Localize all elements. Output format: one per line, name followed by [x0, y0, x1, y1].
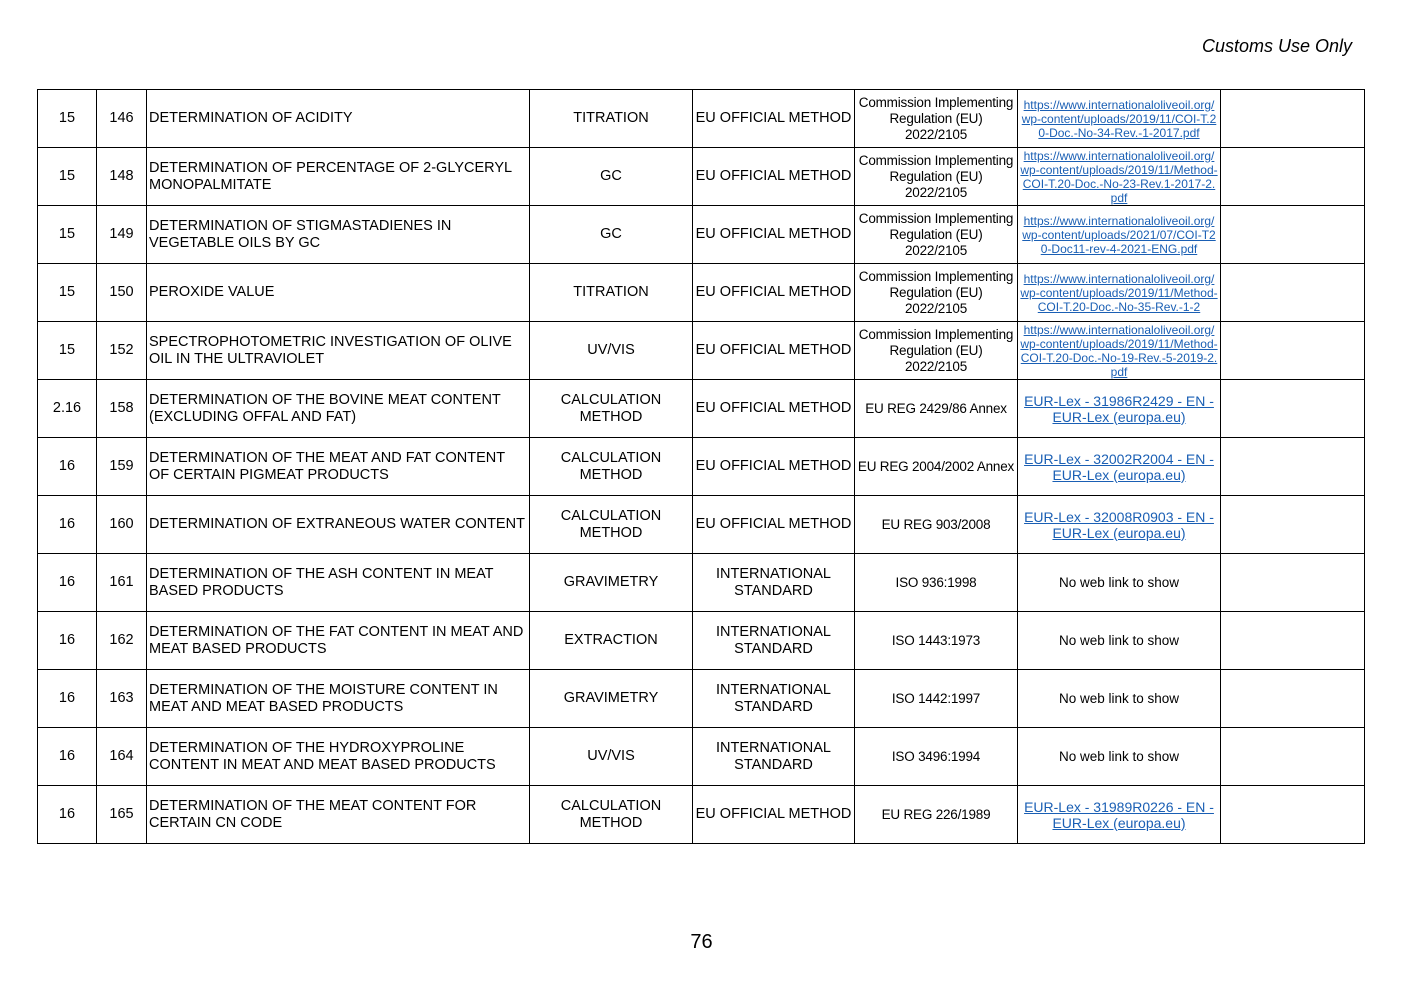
description-cell: DETERMINATION OF ACIDITY	[147, 90, 530, 148]
web-link-cell	[1018, 322, 1221, 380]
reference-cell: ISO 3496:1994	[855, 728, 1018, 786]
method-number-cell: 158	[97, 380, 147, 438]
method-number-cell: 162	[97, 612, 147, 670]
web-link-cell	[1018, 612, 1221, 670]
reference-cell: ISO 1443:1973	[855, 612, 1018, 670]
empty-cell	[1221, 728, 1365, 786]
web-link[interactable]: https://www.internationaloliveoil.org/wp-content/uploads/2019/11/Method-COI-T.20-Doc.-No-19-Rev.-5-2019-2.pdf	[1020, 322, 1218, 379]
empty-cell	[1221, 90, 1365, 148]
description-cell: DETERMINATION OF THE BOVINE MEAT CONTENT (EXCLUDING OFFAL AND FAT)	[147, 380, 530, 438]
analysis-methods-table	[37, 89, 1365, 844]
reference-cell: ISO 1442:1997	[855, 670, 1018, 728]
method-number-cell: 146	[97, 90, 147, 148]
table-body	[38, 90, 1365, 844]
web-link-cell	[1018, 670, 1221, 728]
web-link[interactable]: https://www.internationaloliveoil.org/wp-content/uploads/2019/11/Method-COI-T.20-Doc.-No-35-Rev.-1-2	[1020, 271, 1218, 314]
method-type-cell: INTERNATIONAL STANDARD	[693, 728, 855, 786]
chapter-cell: 15	[38, 148, 97, 206]
description-cell: DETERMINATION OF THE HYDROXYPROLINE CONTENT IN MEAT AND MEAT BASED PRODUCTS	[147, 728, 530, 786]
web-link-cell	[1018, 90, 1221, 148]
web-link-cell	[1018, 148, 1221, 206]
reference-cell: Commission Implementing Regulation (EU) 2022/2105	[855, 264, 1018, 322]
technique-cell: GC	[530, 206, 693, 264]
table-row	[38, 148, 1365, 206]
web-link-cell	[1018, 786, 1221, 844]
empty-cell	[1221, 322, 1365, 380]
table-row	[38, 264, 1365, 322]
chapter-cell: 15	[38, 322, 97, 380]
method-type-cell: EU OFFICIAL METHOD	[693, 380, 855, 438]
reference-cell: EU REG 2429/86 Annex	[855, 380, 1018, 438]
method-number-cell: 160	[97, 496, 147, 554]
page-number: 76	[690, 931, 713, 953]
web-link-cell	[1018, 380, 1221, 438]
no-web-link-text: No web link to show	[1058, 690, 1180, 706]
chapter-cell: 16	[38, 786, 97, 844]
method-type-cell: INTERNATIONAL STANDARD	[693, 554, 855, 612]
chapter-cell: 16	[38, 670, 97, 728]
web-link[interactable]: EUR-Lex - 32002R2004 - EN - EUR-Lex (europa.eu)	[1024, 450, 1214, 483]
technique-cell: UV/VIS	[530, 728, 693, 786]
description-cell: DETERMINATION OF EXTRANEOUS WATER CONTENT	[147, 496, 530, 554]
web-link-cell	[1018, 264, 1221, 322]
technique-cell: TITRATION	[530, 264, 693, 322]
reference-cell: EU REG 226/1989	[855, 786, 1018, 844]
technique-cell: GC	[530, 148, 693, 206]
description-cell: DETERMINATION OF STIGMASTADIENES IN VEGETABLE OILS BY GC	[147, 206, 530, 264]
description-cell: DETERMINATION OF THE ASH CONTENT IN MEAT BASED PRODUCTS	[147, 554, 530, 612]
technique-cell: TITRATION	[530, 90, 693, 148]
empty-cell	[1221, 380, 1365, 438]
reference-cell: EU REG 2004/2002 Annex	[855, 438, 1018, 496]
technique-cell: CALCULATION METHOD	[530, 380, 693, 438]
method-number-cell: 148	[97, 148, 147, 206]
description-cell: DETERMINATION OF THE MEAT CONTENT FOR CERTAIN CN CODE	[147, 786, 530, 844]
method-type-cell: INTERNATIONAL STANDARD	[693, 670, 855, 728]
web-link-cell	[1018, 728, 1221, 786]
description-cell: DETERMINATION OF THE MEAT AND FAT CONTENT OF CERTAIN PIGMEAT PRODUCTS	[147, 438, 530, 496]
technique-cell: GRAVIMETRY	[530, 670, 693, 728]
web-link[interactable]: EUR-Lex - 31986R2429 - EN - EUR-Lex (europa.eu)	[1024, 392, 1214, 425]
method-number-cell: 165	[97, 786, 147, 844]
empty-cell	[1221, 612, 1365, 670]
description-cell: SPECTROPHOTOMETRIC INVESTIGATION OF OLIVE OIL IN THE ULTRAVIOLET	[147, 322, 530, 380]
table-row	[38, 554, 1365, 612]
method-number-cell: 164	[97, 728, 147, 786]
method-type-cell: EU OFFICIAL METHOD	[693, 148, 855, 206]
empty-cell	[1221, 786, 1365, 844]
reference-cell: Commission Implementing Regulation (EU) 2022/2105	[855, 206, 1018, 264]
customs-use-label: Customs Use Only	[1201, 36, 1352, 56]
empty-cell	[1221, 554, 1365, 612]
empty-cell	[1221, 264, 1365, 322]
web-link-cell	[1018, 554, 1221, 612]
no-web-link-text: No web link to show	[1058, 574, 1180, 590]
method-number-cell: 159	[97, 438, 147, 496]
description-cell: PEROXIDE VALUE	[147, 264, 530, 322]
chapter-cell: 15	[38, 206, 97, 264]
reference-cell: Commission Implementing Regulation (EU) 2022/2105	[855, 90, 1018, 148]
table-row	[38, 786, 1365, 844]
no-web-link-text: No web link to show	[1058, 632, 1180, 648]
web-link-cell	[1018, 206, 1221, 264]
empty-cell	[1221, 496, 1365, 554]
method-number-cell: 150	[97, 264, 147, 322]
reference-cell: Commission Implementing Regulation (EU) 2022/2105	[855, 322, 1018, 380]
chapter-cell: 15	[38, 90, 97, 148]
technique-cell: CALCULATION METHOD	[530, 496, 693, 554]
method-number-cell: 149	[97, 206, 147, 264]
method-type-cell: EU OFFICIAL METHOD	[693, 206, 855, 264]
chapter-cell: 15	[38, 264, 97, 322]
chapter-cell: 16	[38, 496, 97, 554]
chapter-cell: 16	[38, 612, 97, 670]
method-type-cell: INTERNATIONAL STANDARD	[693, 612, 855, 670]
reference-cell: ISO 936:1998	[855, 554, 1018, 612]
reference-cell: EU REG 903/2008	[855, 496, 1018, 554]
table-row	[38, 728, 1365, 786]
technique-cell: GRAVIMETRY	[530, 554, 693, 612]
no-web-link-text: No web link to show	[1058, 748, 1180, 764]
table-row	[38, 206, 1365, 264]
method-type-cell: EU OFFICIAL METHOD	[693, 786, 855, 844]
empty-cell	[1221, 206, 1365, 264]
description-cell: DETERMINATION OF PERCENTAGE OF 2-GLYCERYL MONOPALMITATE	[147, 148, 530, 206]
method-number-cell: 163	[97, 670, 147, 728]
method-number-cell: 161	[97, 554, 147, 612]
web-link-cell	[1018, 496, 1221, 554]
web-link[interactable]: https://www.internationaloliveoil.org/wp-content/uploads/2019/11/COI-T.20-Doc.-No-34-Rev.-1-2017.pdf	[1021, 97, 1217, 140]
chapter-cell: 16	[38, 554, 97, 612]
table-row	[38, 380, 1365, 438]
chapter-cell: 2.16	[38, 380, 97, 438]
description-cell: DETERMINATION OF THE MOISTURE CONTENT IN MEAT AND MEAT BASED PRODUCTS	[147, 670, 530, 728]
method-type-cell: EU OFFICIAL METHOD	[693, 322, 855, 380]
empty-cell	[1221, 438, 1365, 496]
technique-cell: UV/VIS	[530, 322, 693, 380]
web-link-cell	[1018, 438, 1221, 496]
method-type-cell: EU OFFICIAL METHOD	[693, 90, 855, 148]
table-row	[38, 612, 1365, 670]
table-row	[38, 670, 1365, 728]
table-row	[38, 496, 1365, 554]
web-link[interactable]: https://www.internationaloliveoil.org/wp-content/uploads/2021/07/COI-T20-Doc11-rev-4-2021-ENG.pdf	[1022, 213, 1216, 256]
description-cell: DETERMINATION OF THE FAT CONTENT IN MEAT AND MEAT BASED PRODUCTS	[147, 612, 530, 670]
chapter-cell: 16	[38, 438, 97, 496]
reference-cell: Commission Implementing Regulation (EU) 2022/2105	[855, 148, 1018, 206]
table-row	[38, 90, 1365, 148]
method-type-cell: EU OFFICIAL METHOD	[693, 438, 855, 496]
method-type-cell: EU OFFICIAL METHOD	[693, 496, 855, 554]
empty-cell	[1221, 670, 1365, 728]
empty-cell	[1221, 148, 1365, 206]
method-type-cell: EU OFFICIAL METHOD	[693, 264, 855, 322]
web-link[interactable]: https://www.internationaloliveoil.org/wp-content/uploads/2019/11/Method-COI-T.20-Doc.-No-23-Rev.1-2017-2.pdf	[1020, 148, 1218, 205]
technique-cell: CALCULATION METHOD	[530, 438, 693, 496]
technique-cell: EXTRACTION	[530, 612, 693, 670]
chapter-cell: 16	[38, 728, 97, 786]
web-link[interactable]: EUR-Lex - 31989R0226 - EN - EUR-Lex (europa.eu)	[1024, 798, 1214, 831]
method-number-cell: 152	[97, 322, 147, 380]
table-row	[38, 438, 1365, 496]
table-row	[38, 322, 1365, 380]
web-link[interactable]: EUR-Lex - 32008R0903 - EN - EUR-Lex (europa.eu)	[1024, 508, 1214, 541]
technique-cell: CALCULATION METHOD	[530, 786, 693, 844]
